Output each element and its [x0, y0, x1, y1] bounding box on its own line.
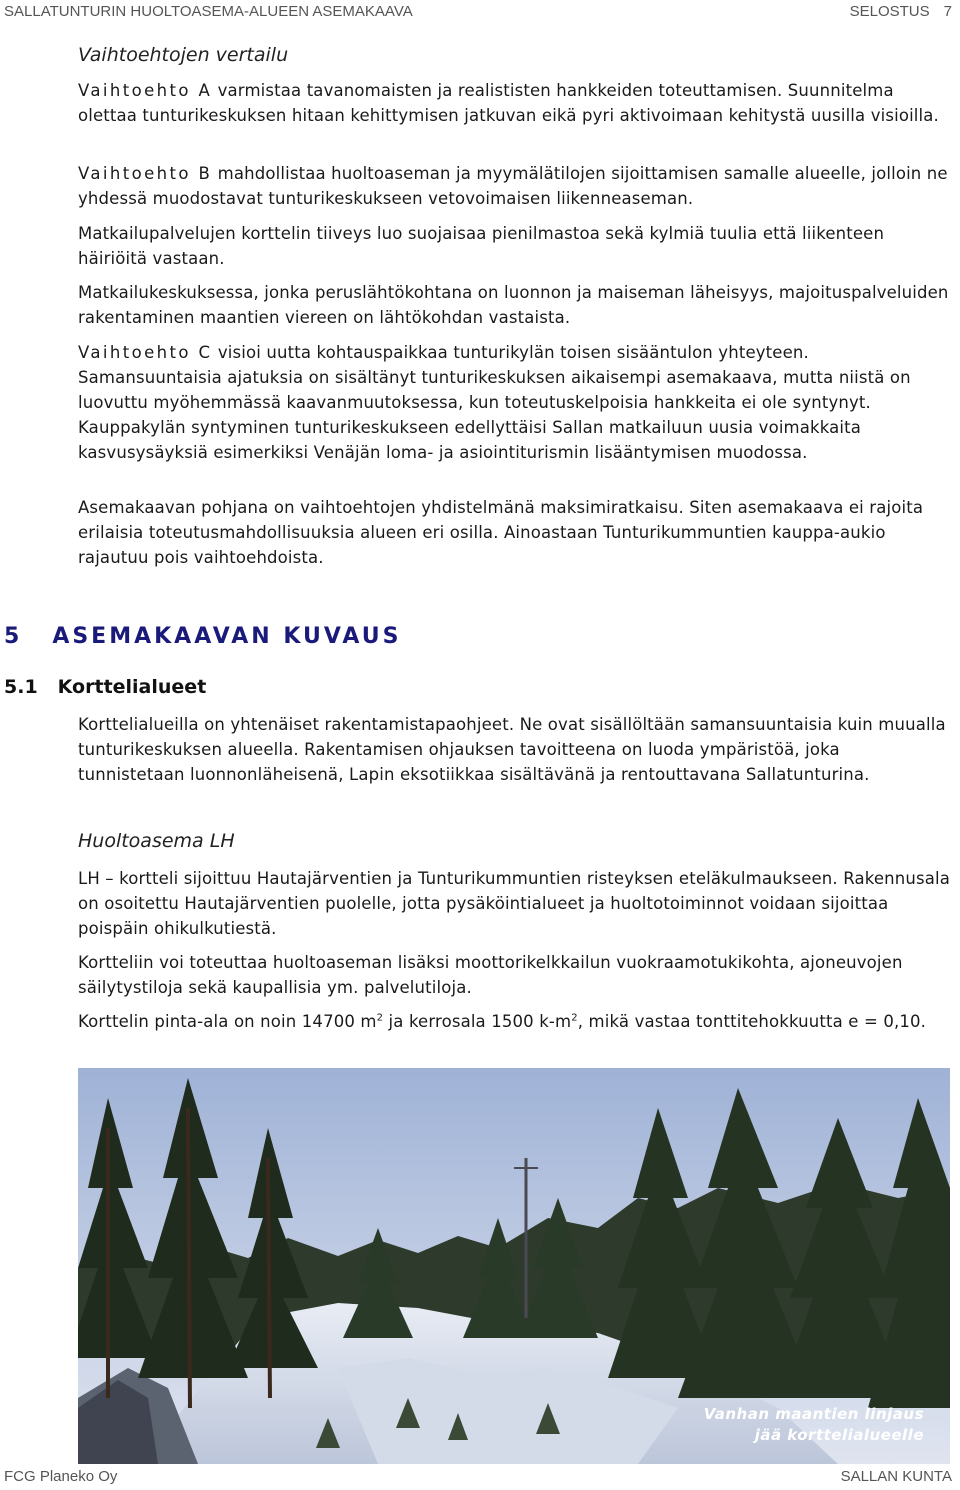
section-5-number: 5: [4, 624, 23, 649]
area-text-c: , mikä vastaa tonttitehokkuutta e = 0,10.: [577, 1012, 927, 1031]
comparison-heading: Vaihtoehtojen vertailu: [78, 44, 289, 66]
photo-caption: [704, 1404, 924, 1446]
paragraph-tiiveys: Matkailupalvelujen korttelin tiiveys luo suojaisaa pienilmastoa sekä kylmiä tuulia että liikenteen häiriöitä vastaan.: [78, 224, 885, 268]
paragraph-kortteliin: Kortteliin voi toteuttaa huoltoaseman lisäksi moottorikelkkailun vuokraamotukikohta, ajoneuvojen säilytystiloja sekä kaupallisia ym. palvelutiloja.: [78, 953, 903, 997]
paragraph-alternative-b: [78, 161, 950, 211]
alternative-a-lead: Vaihtoehto A: [78, 81, 213, 100]
paragraph-matkailukeskus: Matkailukeskuksessa, jonka peruslähtökohtana on luonnon ja maiseman läheisyys, majoituspalveluiden rakentaminen maantien viereen on lähtökohdan vastaista.: [78, 283, 949, 327]
paragraph-alternative-a: [78, 78, 950, 128]
forest-photo: [78, 1068, 950, 1464]
section-5-1-heading: [4, 676, 206, 698]
section-5-heading: [4, 624, 402, 649]
area-text-b: ja kerrosala 1500 k-m: [383, 1012, 572, 1031]
photo-caption-line-1: Vanhan maantien linjaus: [703, 1405, 924, 1423]
area-superscript-2: 2: [571, 1012, 578, 1024]
alternative-c-lead: Vaihtoehto C: [78, 343, 213, 362]
paragraph-maksimiratkaisu: Asemakaavan pohjana on vaihtoehtojen yhdistelmänä maksimiratkaisu. Siten asemakaava ei rajoita erilaisia toteutusmahdollisuuksia alueen eri osilla. Ainoastaan Tunturikummuntien kauppa-aukio rajautuu pois vaihtoehdoista.: [78, 498, 924, 567]
paragraph-alternative-c: [78, 340, 950, 465]
header-title: SALLATUNTURIN HUOLTOASEMA-ALUEEN ASEMAKAAVA: [4, 3, 413, 20]
footer-municipality: SALLAN KUNTA: [840, 1468, 952, 1485]
section-5-title: ASEMAKAAVAN KUVAUS: [52, 624, 402, 649]
huoltoasema-heading: Huoltoasema LH: [78, 830, 235, 852]
header-section: SELOSTUS: [849, 3, 930, 20]
area-text-a: Korttelin pinta-ala on noin 14700 m: [78, 1012, 377, 1031]
alternative-c-text: visioi uutta kohtauspaikkaa tunturikylän toisen sisääntulon yhteyteen. Samansuuntaisia ajatuksia on sisältänyt tunturikeskuksen aikaisempi asemakaava, mutta niistä on luovuttu myöhemmässä kaavanmuutoksessa, kun toteutuskelpoisia hankkeita ei ole syntynyt. Kauppakylän syntyminen tunturikeskukseen edellyttäisi Sallan matkailuun uusia voimakkaita kasvusysäyksiä esimerkiksi Venäjän loma- ja asiointiturismin lisääntymisen muodossa.: [78, 343, 911, 462]
page-number: 7: [943, 3, 952, 20]
area-superscript-1: 2: [376, 1012, 384, 1024]
photo-caption-line-2: jää korttelialueelle: [754, 1426, 924, 1444]
alternative-b-text: mahdollistaa huoltoaseman ja myymälätilojen sijoittamisen samalle alueelle, jolloin ne yhdessä muodostavat tunturikeskukseen vetovoimaisen liikenneaseman.: [78, 164, 948, 208]
paragraph-pinta-ala: [78, 1009, 926, 1034]
section-5-1-number: 5.1: [4, 676, 38, 698]
paragraph-korttelialueet: Korttelialueilla on yhtenäiset rakentamistapaohjeet. Ne ovat sisällöltään samansuuntaisia kuin muualla tunturikeskuksen alueella. Rakentamisen ohjauksen tavoitteena on luoda ympäristöä, joka tunnistetaan luonnonläheisenä, Lapin eksotiikkaa sisältävänä ja rentouttavana Sallatunturina.: [78, 715, 946, 784]
alternative-a-text: varmistaa tavanomaisten ja realististen hankkeiden toteuttamisen. Suunnitelma olettaa tunturikeskuksen hitaan kehittymisen jatkuvan eikä pyri aktivoimaan kehitystä uusilla visioilla.: [78, 81, 939, 125]
footer-company: FCG Planeko Oy: [4, 1468, 118, 1485]
section-5-1-title: Korttelialueet: [57, 676, 207, 698]
paragraph-lh-kortteli: LH – kortteli sijoittuu Hautajärventien ja Tunturikummuntien risteyksen eteläkulmaukseen. Rakennusala on osoitettu Hautajärventien puolelle, jotta pysäköintialueet ja huoltotoiminnot voidaan sijoittaa poispäin ohikulkutiestä.: [78, 869, 950, 938]
header-right: [850, 3, 952, 20]
alternative-b-lead: Vaihtoehto B: [78, 164, 213, 183]
